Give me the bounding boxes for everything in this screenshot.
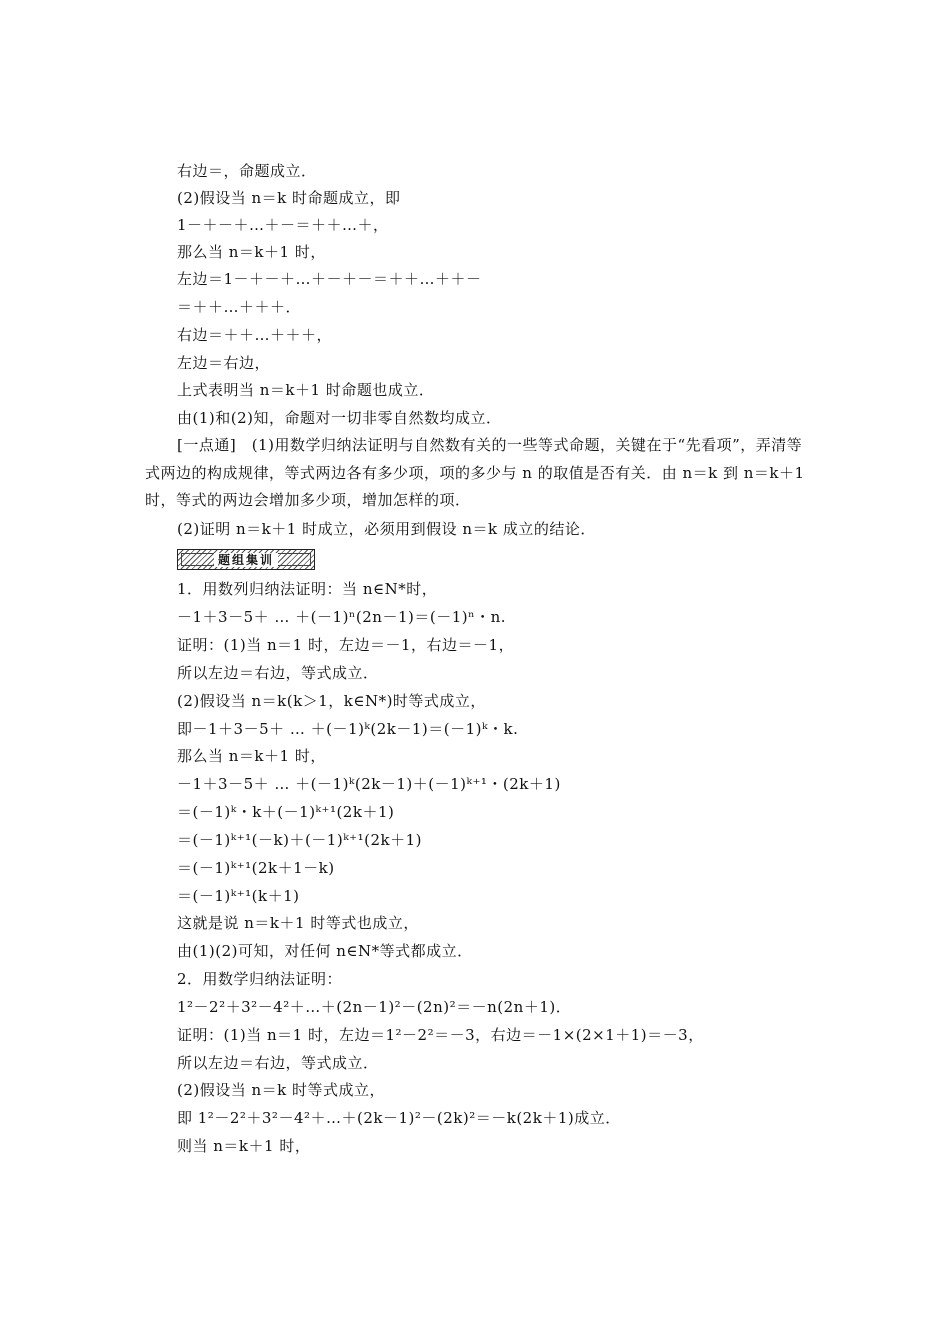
- text-line: 那么当 n＝k＋1 时，: [177, 243, 326, 261]
- exercise-line: ＝(－1)ᵏ⁺¹(2k＋1－k): [177, 859, 335, 877]
- exercise-line: 这就是说 n＝k＋1 时等式也成立，: [177, 914, 419, 932]
- text-line: 右边＝＋＋…＋＋＋，: [177, 326, 333, 344]
- exercise-line: 即 1²－2²＋3²－4²＋…＋(2k－1)²－(2k)²＝－k(2k＋1)成立．: [177, 1109, 621, 1127]
- text-line: 上式表明当 n＝k＋1 时命题也成立．: [177, 381, 435, 399]
- text-line: 左边＝右边，: [177, 354, 271, 372]
- exercise-line: ＝(－1)ᵏ⁺¹(k＋1): [177, 887, 300, 905]
- exercise-line: 即－1＋3－5＋ … ＋(－1)ᵏ(2k－1)＝(－1)ᵏ・k.: [177, 720, 519, 738]
- text-line: (2)假设当 n＝k 时命题成立，即: [177, 189, 401, 207]
- tip-paragraph: [一点通] (1)用数学归纳法证明与自然数有关的一些等式命题，关键在于“先看项”，弄清等式两边的构成规律，等式两边各有多少项，项的多少与 n 的取值是否有关．由 n＝k 到 n＝k＋1 时，等式的两边会增加多少项，增加怎样的项．: [145, 436, 805, 509]
- exercise-line: －1＋3－5＋ … ＋(－1)ᵏ(2k－1)＋(－1)ᵏ⁺¹・(2k＋1): [177, 775, 561, 793]
- section-banner: [177, 549, 315, 570]
- text-line: 由(1)和(2)知，命题对一切非零自然数均成立．: [177, 409, 502, 427]
- text-line: 左边＝1－＋－＋…＋－＋－＝＋＋…＋＋－: [177, 270, 482, 288]
- text-line: 1－＋－＋…＋－＝＋＋…＋，: [177, 216, 389, 234]
- exercise-line: 证明：(1)当 n＝1 时，左边＝－1，右边＝－1，: [177, 636, 515, 654]
- exercise-line: ＝(－1)ᵏ⁺¹(－k)＋(－1)ᵏ⁺¹(2k＋1): [177, 831, 422, 849]
- text-line: 右边＝，命题成立．: [177, 162, 317, 180]
- exercise-line: 则当 n＝k＋1 时，: [177, 1137, 311, 1155]
- exercise-line: 所以左边＝右边，等式成立．: [177, 1054, 379, 1072]
- exercise-line: 证明：(1)当 n＝1 时，左边＝1²－2²＝－3，右边＝－1×(2×1＋1)＝－3，: [177, 1026, 704, 1044]
- exercise-line: 那么当 n＝k＋1 时，: [177, 747, 326, 765]
- text-line: ＝＋＋…＋＋＋．: [177, 298, 302, 316]
- exercise-line: －1＋3－5＋ … ＋(－1)ⁿ(2n－1)＝(－1)ⁿ・n.: [177, 608, 507, 626]
- exercise-line: 1²－2²＋3²－4²＋…＋(2n－1)²－(2n)²＝－n(2n＋1)．: [177, 998, 572, 1016]
- banner-label: 题组集训: [214, 553, 278, 567]
- tip-conclusion: (2)证明 n＝k＋1 时成立，必须用到假设 n＝k 成立的结论．: [177, 520, 596, 538]
- exercise-line: ＝(－1)ᵏ・k＋(－1)ᵏ⁺¹(2k＋1): [177, 803, 395, 821]
- exercise-line: 2．用数学归纳法证明：: [177, 970, 343, 988]
- exercise-line: (2)假设当 n＝k 时等式成立，: [177, 1081, 386, 1099]
- exercise-line: 由(1)(2)可知，对任何 n∈N*等式都成立．: [177, 942, 473, 960]
- exercise-line: (2)假设当 n＝k(k＞1，k∈N*)时等式成立，: [177, 692, 486, 710]
- exercise-line: 所以左边＝右边，等式成立．: [177, 664, 379, 682]
- exercise-line: 1．用数列归纳法证明：当 n∈N*时，: [177, 580, 438, 598]
